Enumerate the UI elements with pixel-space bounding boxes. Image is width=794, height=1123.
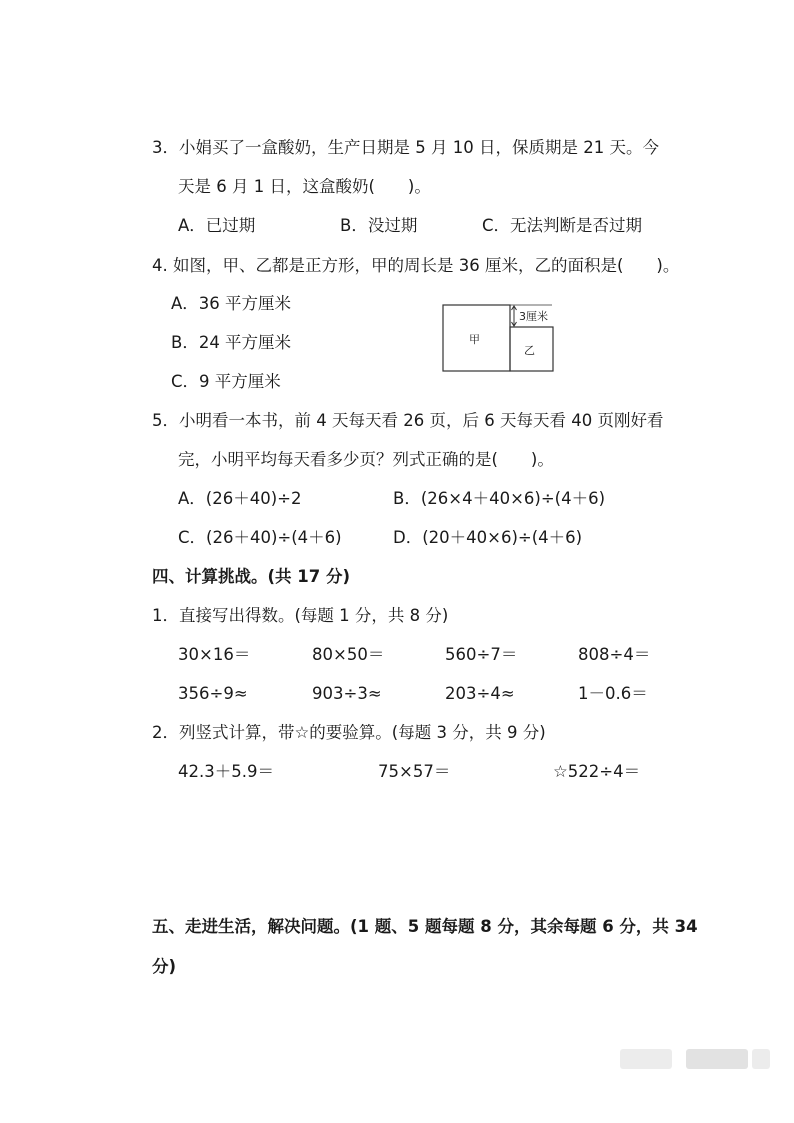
q3-option-c: C．无法判断是否过期 (482, 216, 643, 235)
watermark-bar (620, 1049, 672, 1069)
calc-item: 80×50＝ (312, 645, 385, 664)
calc-item: 1－0.6＝ (578, 684, 648, 703)
vertical-calc-item: 42.3＋5.9＝ (178, 762, 274, 781)
watermark-bar (752, 1049, 770, 1069)
vertical-calc-item: 75×57＝ (378, 762, 451, 781)
section5-title-line2: 分) (152, 957, 177, 976)
q4-option-b: B．24 平方厘米 (171, 333, 292, 352)
q5-option-b: B．(26×4＋40×6)÷(4＋6) (393, 489, 606, 508)
section5-title-line1: 五、走进生活，解决问题。(1 题、5 题每题 8 分，其余每题 6 分，共 34 (152, 917, 698, 936)
section4-title: 四、计算挑战。(共 17 分) (152, 567, 351, 586)
calc-item: 560÷7＝ (445, 645, 518, 664)
q3-line1: 3．小娟买了一盒酸奶，生产日期是 5 月 10 日，保质期是 21 天。今 (152, 138, 659, 157)
calc-item: 203÷4≈ (445, 684, 515, 703)
squares-figure (442, 303, 562, 375)
square-jia-label: 甲 (469, 333, 480, 346)
q5-option-c: C．(26＋40)÷(4＋6) (178, 528, 342, 547)
calc-item: 808÷4＝ (578, 645, 651, 664)
q4-option-c: C．9 平方厘米 (171, 372, 281, 391)
q3-option-b: B．没过期 (340, 216, 418, 235)
q3-line2: 天是 6 月 1 日，这盒酸奶( )。 (178, 177, 431, 196)
q3-option-a: A．已过期 (178, 216, 256, 235)
dimension-label: 3厘米 (519, 310, 548, 323)
calc-item: 903÷3≈ (312, 684, 382, 703)
q4-stem: 4. 如图，甲、乙都是正方形，甲的周长是 36 厘米，乙的面积是( )。 (152, 256, 680, 275)
calc-item: 356÷9≈ (178, 684, 248, 703)
q5-line1: 5．小明看一本书，前 4 天每天看 26 页，后 6 天每天看 40 页刚好看 (152, 411, 664, 430)
q4-option-a: A．36 平方厘米 (171, 294, 292, 313)
section4-part1-title: 1．直接写出得数。(每题 1 分，共 8 分) (152, 606, 449, 625)
q5-option-d: D．(20＋40×6)÷(4＋6) (393, 528, 583, 547)
q5-option-a: A．(26＋40)÷2 (178, 489, 302, 508)
watermark-bar (686, 1049, 748, 1069)
section4-part2-title: 2．列竖式计算，带☆的要验算。(每题 3 分，共 9 分) (152, 723, 546, 742)
vertical-calc-item: ☆522÷4＝ (553, 762, 641, 781)
square-yi-label: 乙 (524, 344, 535, 357)
q5-line2: 完，小明平均每天看多少页？列式正确的是( )。 (178, 450, 554, 469)
calc-item: 30×16＝ (178, 645, 251, 664)
